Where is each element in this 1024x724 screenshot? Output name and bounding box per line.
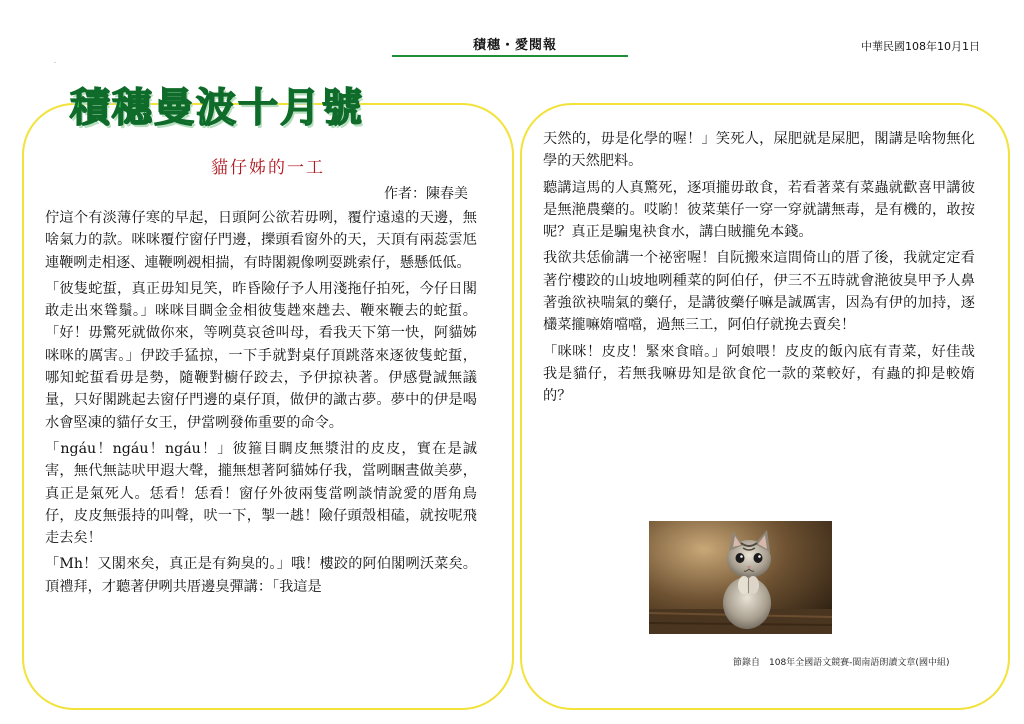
paragraph: 「彼隻蛇蜇，真正毋知見笑，昨昏險仔予人用淺拖仔拍死，今仔日閣敢走出來聳鬚。」咪咪目睭金金相彼隻趖來趖去、鞭來鞭去的蛇蜇。「好！毋驚死就做你來，等咧莫哀爸叫母，看我天下第一快，阿貓姊咪咪的厲害。」伊跤手猛掠，一下手就對桌仔頂跳落來逐彼隻蛇蜇，哪知蛇蜇看毋是勢，隨鞭對櫥仔跤去，予伊掠袂著。伊感覺誠無議量，只好閣跳起去窗仔門邊的桌仔頂，做伊的譀古夢。夢中的伊是喝水會堅凍的貓仔女王，伊當咧發佈重要的命令。 <box>45 280 477 431</box>
kitten-icon <box>649 521 832 634</box>
article-author: 作者：陳春美 <box>384 186 468 202</box>
paragraph: 「Mh！又閣來矣，真正是有夠臭的。」哦！樓跤的阿伯閣咧沃菜矣。頂禮拜，才聽著伊咧共厝邊臭彈講：「我這是 <box>45 556 477 595</box>
article-body-right <box>543 128 975 412</box>
paragraph: 天然的，毋是化學的喔！」笑死人，屎肥就是屎肥，閣講是啥物無化學的天然肥料。 <box>543 131 975 170</box>
issue-date: 中華民國108年10月1日 <box>861 40 980 53</box>
article-title: 貓仔姊的一工 <box>211 158 325 178</box>
newsletter-title: 積穗・愛閱報 <box>472 38 557 53</box>
paragraph: 「ngáu！ngáu！ngáu！」彼箍目睭皮無漿泔的皮皮，實在是誠害，無代無誌吠甲遐大聲，攏無想著阿貓姊仔我，當咧睏晝做美夢，真正是氣死人。恁看！恁看！窗仔外彼兩隻當咧談情說愛的厝角鳥仔，皮皮無張持的叫聲，吠一下，掣一趒！險仔頭殼相磕，就按呢飛走去矣！ <box>45 440 477 547</box>
decorative-dot: · <box>54 60 56 67</box>
source-credit: 節錄自 108年全國語文競賽-閩南語朗讀文章(國中組) <box>733 658 950 668</box>
header-rule <box>392 55 628 57</box>
paragraph: 聽講這馬的人真驚死，逐項攏毋敢食，若看著菜有菜蟲就歡喜甲講彼是無滟農藥的。哎喲！彼菜葉仔一穿一穿就講無毒，是有機的，敢按呢？真正是騙鬼袂食水，講白賊攏免本錢。 <box>543 179 975 241</box>
paragraph: 佇這个有淡薄仔寒的早起，日頭阿公欲若毋咧，覆佇遠遠的天邊，無啥氣力的款。咪咪覆佇窗仔門邊，擽頭看窗外的天，天頂有兩蕊雲尪連鞭咧走相逐、連鞭咧覕相揣，有時閣親像咧耍跳索仔，懸懸低低。 <box>45 210 477 271</box>
paragraph: 我欲共恁偷講一个祕密喔！自阮搬來這間倚山的厝了後，我就定定看著佇樓跤的山坡地咧種菜的阿伯仔，伊三不五時就會滟彼臭甲予人鼻著強欲袂喘氣的藥仔，是講彼藥仔嘛是誠厲害，因為有伊的加持，逐欉菜攏嘛媠噹噹，過無三工，阿伯仔就挽去賣矣！ <box>543 250 975 334</box>
kitten-photo <box>649 521 832 634</box>
masthead-title: 積穗曼波十月號 <box>70 85 364 131</box>
article-body-left <box>45 207 477 602</box>
paragraph: 「咪咪！皮皮！緊來食暗。」阿娘喂！皮皮的飯內底有青菜，好佳哉我是貓仔，若無我嘛毋知是欲食佗一款的菜較好，有蟲的抑是較媠的？ <box>543 343 975 405</box>
